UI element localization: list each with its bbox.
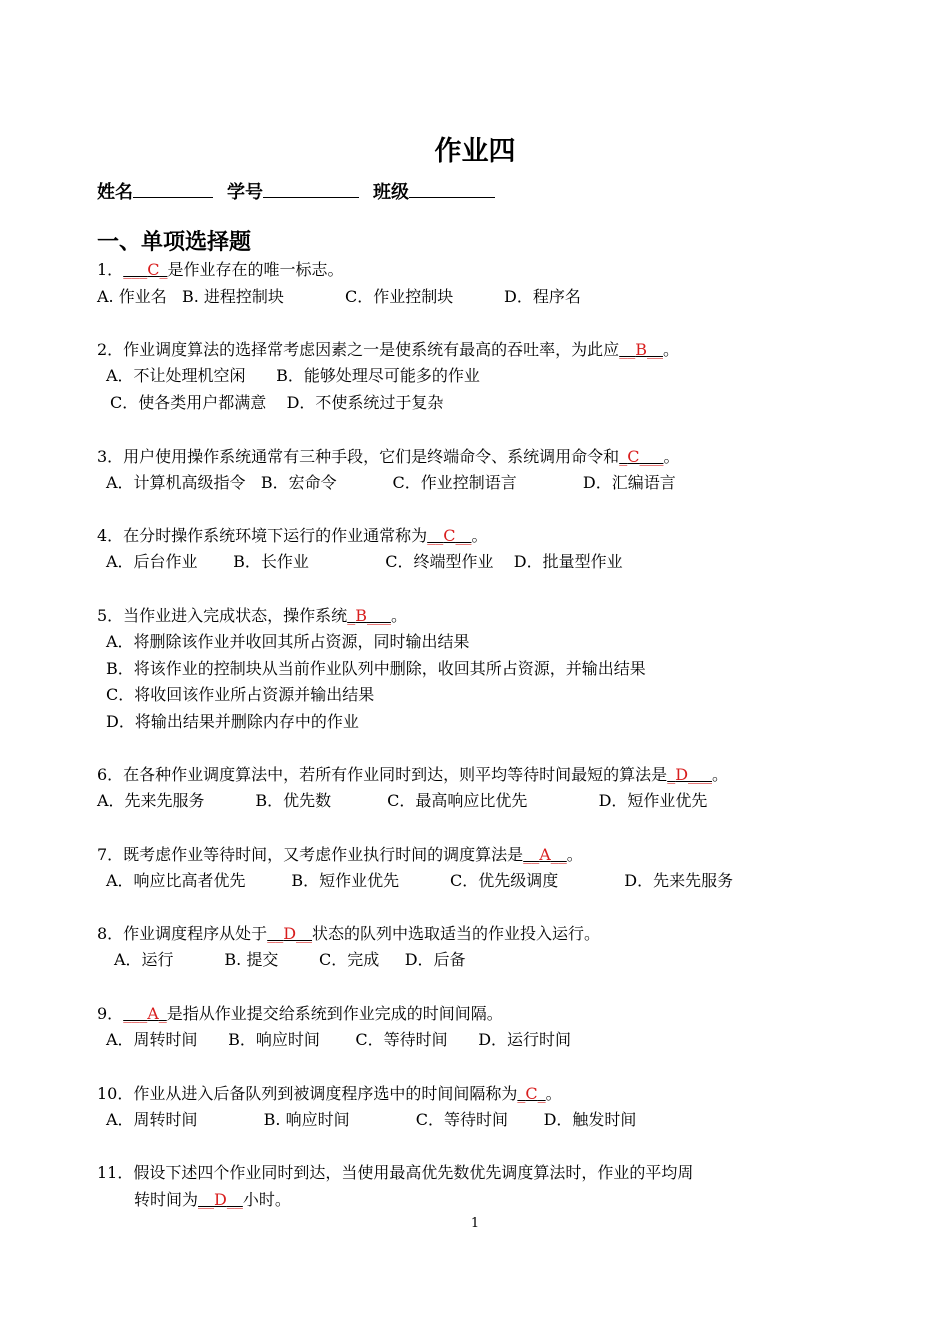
answer-options: C．使各类用户都满意 D．不使系统过于复杂: [110, 393, 444, 412]
answer-letter: D: [283, 924, 297, 943]
question-stem: [97, 340, 679, 360]
question-text-tail: 。: [471, 526, 488, 545]
answer-options: C．将收回该作业所占资源并输出结果: [106, 685, 375, 704]
answer-blank: ___A_: [123, 1004, 167, 1023]
class-label: 班级: [373, 182, 409, 203]
question-stem: [97, 765, 728, 785]
question-stem: [97, 1084, 562, 1104]
answer-options: A．计算机高级指令 B．宏命令 C．作业控制语言 D．汇编语言: [106, 473, 676, 492]
question-text: 5．当作业进入完成状态，操作系统: [97, 606, 348, 625]
answer-options: B．将该作业的控制块从当前作业队列中删除，收回其所占资源，并输出结果: [106, 659, 646, 678]
question-text: 10．作业从进入后备队列到被调度程序选中的时间间隔称为: [97, 1084, 518, 1103]
answer-letter: B: [635, 340, 647, 359]
answer-blank: __B__: [619, 340, 663, 359]
class-blank: [409, 180, 495, 198]
page-number: 1: [470, 1216, 480, 1231]
answer-letter: B: [355, 606, 367, 625]
question-stem: [134, 1190, 291, 1210]
answer-blank: _B___: [347, 606, 391, 625]
question-text: 4．在分时操作系统环境下运行的作业通常称为: [97, 526, 428, 545]
question-stem: [97, 924, 600, 944]
question-text: 9．: [97, 1004, 124, 1023]
student-id-blank: [263, 180, 359, 198]
question-text-tail: 。: [712, 765, 729, 784]
question-text-tail: 。: [662, 340, 679, 359]
answer-letter: A: [539, 845, 551, 864]
answer-options: A．周转时间 B. 响应时间 C．等待时间 D．触发时间: [106, 1110, 637, 1129]
answer-letter: C: [443, 526, 456, 545]
question-stem: [97, 1004, 503, 1024]
question-text: 2．作业调度算法的选择常考虑因素之一是使系统有最高的吞吐率，为此应: [97, 340, 620, 359]
question-text-tail: 。: [545, 1084, 562, 1103]
answer-blank: _C___: [619, 447, 664, 466]
answer-letter: C: [525, 1084, 538, 1103]
question-stem: [97, 845, 583, 865]
section-heading: 一、单项选择题: [97, 230, 252, 255]
name-blank: [133, 180, 213, 198]
question-text-tail: 。: [663, 447, 680, 466]
answer-options: A．运行 B. 提交 C．完成 D．后备: [114, 950, 466, 969]
answer-blank: _C_: [517, 1084, 546, 1103]
answer-options: A．先来先服务 B．优先数 C．最高响应比优先 D．短作业优先: [97, 791, 708, 810]
answer-options: A．后台作业 B．长作业 C．终端型作业 D．批量型作业: [106, 552, 623, 571]
question-text-tail: 。: [566, 845, 583, 864]
question-stem: [97, 606, 407, 626]
question-text-tail: 小时。: [242, 1190, 291, 1209]
question-stem: [97, 526, 487, 546]
name-label: 姓名: [97, 182, 133, 203]
answer-options: A. 作业名 B. 进程控制块 C．作业控制块 D．程序名: [97, 287, 581, 306]
question-text-tail: 状态的队列中选取适当的作业投入运行。: [312, 924, 601, 943]
question-text: 3．用户使用操作系统通常有三种手段，它们是终端命令、系统调用命令和: [97, 447, 620, 466]
answer-blank: __C__: [427, 526, 472, 545]
answer-blank: ___C_: [123, 260, 168, 279]
question-text: 7．既考虑作业等待时间，又考虑作业执行时间的调度算法是: [97, 845, 524, 864]
student-id-label: 学号: [227, 182, 263, 203]
question-stem: [97, 260, 343, 280]
answer-letter: D: [675, 765, 689, 784]
answer-blank: _D___: [667, 765, 713, 784]
question-stem: [97, 447, 679, 467]
answer-blank: __D__: [198, 1190, 243, 1209]
answer-options: D．将输出结果并删除内存中的作业: [106, 712, 359, 731]
student-info-row: [97, 180, 509, 205]
answer-blank: __D__: [267, 924, 313, 943]
answer-options: A．周转时间 B．响应时间 C．等待时间 D．运行时间: [106, 1030, 572, 1049]
answer-options: A．将删除该作业并收回其所占资源，同时输出结果: [106, 632, 470, 651]
answer-letter: A: [147, 1004, 159, 1023]
question-text: 8．作业调度程序从处于: [97, 924, 268, 943]
answer-blank: __A__: [523, 845, 567, 864]
question-stem: 11．假设下述四个作业同时到达，当使用最高优先数优先调度算法时，作业的平均周: [97, 1163, 694, 1182]
answer-options: A．响应比高者优先 B．短作业优先 C．优先级调度 D．先来先服务: [106, 871, 734, 890]
question-text: 1．: [97, 260, 124, 279]
answer-options: A．不让处理机空闲 B．能够处理尽可能多的作业: [106, 366, 480, 385]
question-text-tail: 是作业存在的唯一标志。: [167, 260, 344, 279]
question-text: 6．在各种作业调度算法中，若所有作业同时到达，则平均等待时间最短的算法是: [97, 765, 668, 784]
question-text-tail: 是指从作业提交给系统到作业完成的时间间隔。: [166, 1004, 503, 1023]
answer-letter: C: [627, 447, 640, 466]
answer-letter: C: [147, 260, 160, 279]
answer-letter: D: [214, 1190, 227, 1209]
question-text: 转时间为: [134, 1190, 199, 1209]
question-text-tail: 。: [390, 606, 407, 625]
document-title: 作业四: [434, 136, 516, 167]
